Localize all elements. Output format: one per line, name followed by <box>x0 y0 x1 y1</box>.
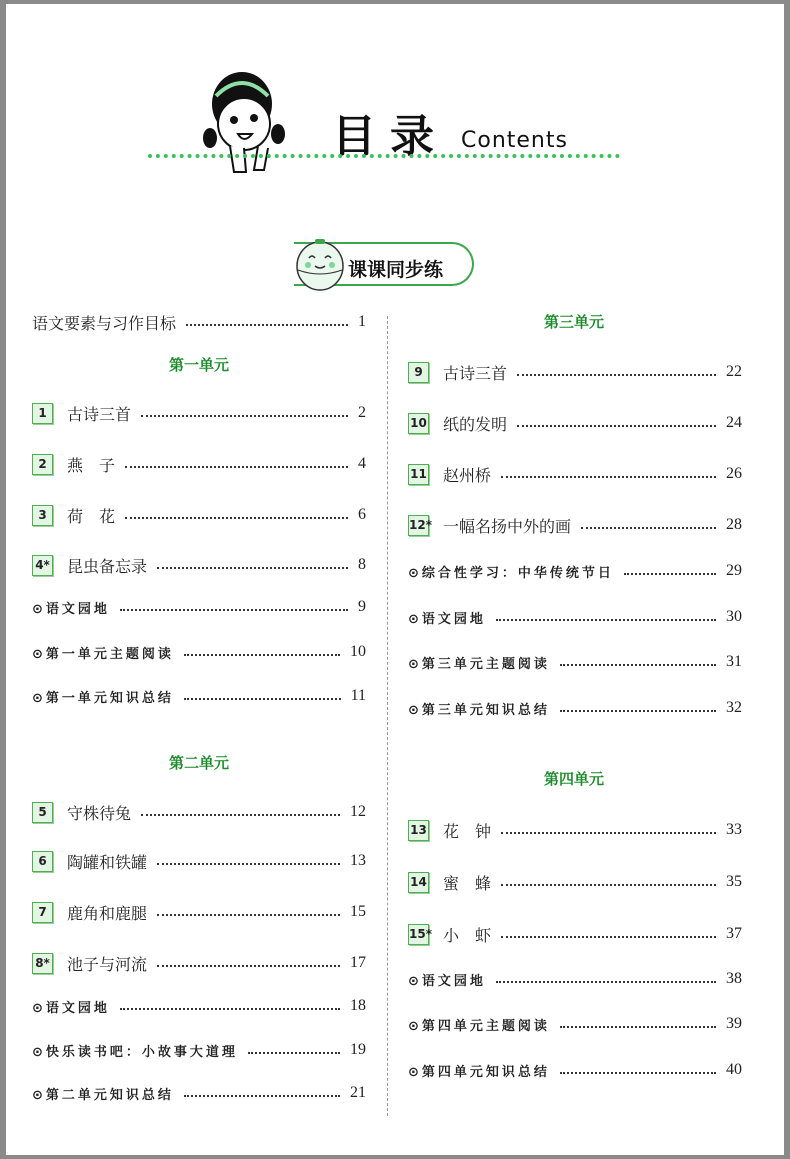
toc-page-number: 24 <box>726 414 742 431</box>
toc-page-number: 4 <box>358 455 366 472</box>
toc-extra-item[interactable] <box>32 640 366 664</box>
lesson-number-badge: 3 <box>32 505 53 526</box>
toc-item-label: ⊙语文园地 <box>408 611 486 627</box>
lesson-number-badge: 2 <box>32 454 53 475</box>
leader-dots <box>157 965 340 967</box>
toc-page-number: 22 <box>726 363 742 380</box>
leader-dots <box>517 374 716 376</box>
toc-page-number: 19 <box>350 1041 366 1058</box>
toc-lesson-item[interactable] <box>32 951 366 975</box>
toc-lesson-item[interactable] <box>408 922 742 946</box>
toc-page-number: 29 <box>726 562 742 579</box>
toc-lesson-item[interactable] <box>32 452 366 476</box>
toc-item-label: 陶罐和铁罐 <box>67 852 148 872</box>
lesson-number-badge: 7 <box>32 902 53 923</box>
toc-item-label: ⊙第四单元主题阅读 <box>408 1018 550 1034</box>
lesson-number-badge: 13 <box>408 820 429 841</box>
toc-extra-item[interactable] <box>32 1081 366 1105</box>
toc-page-number: 18 <box>350 997 366 1014</box>
toc-item-label: ⊙综合性学习：中华传统节日 <box>408 565 614 581</box>
leader-dots <box>560 1072 716 1074</box>
toc-page-number: 28 <box>726 516 742 533</box>
leader-dots <box>560 1026 716 1028</box>
toc-item-label: 荷 花 <box>67 506 116 526</box>
toc-item-label: ⊙第三单元主题阅读 <box>408 656 550 672</box>
leader-dots <box>581 527 716 529</box>
toc-intro-item[interactable] <box>32 310 366 334</box>
toc-item-label: 池子与河流 <box>67 954 148 974</box>
toc-item-label: ⊙语文园地 <box>408 973 486 989</box>
leader-dots <box>184 654 340 656</box>
toc-page-number: 6 <box>358 506 366 523</box>
toc-lesson-item[interactable] <box>32 503 366 527</box>
leader-dots <box>501 884 716 886</box>
toc-extra-item[interactable] <box>408 559 742 583</box>
toc-item-label: ⊙第一单元主题阅读 <box>32 646 174 662</box>
leader-dots <box>141 814 340 816</box>
lesson-number-badge: 14 <box>408 872 429 893</box>
leader-dots <box>184 698 341 700</box>
toc-item-label: ⊙语文园地 <box>32 601 110 617</box>
toc-extra-item[interactable] <box>408 1012 742 1036</box>
unit-title: 第二单元 <box>168 754 229 772</box>
toc-item-label: ⊙语文园地 <box>32 1000 110 1016</box>
toc-item-label: ⊙快乐读书吧：小故事大道理 <box>32 1044 238 1060</box>
leader-dots <box>496 619 716 621</box>
toc-item-label: 花 钟 <box>443 821 492 841</box>
toc-item-label: 古诗三首 <box>67 404 132 424</box>
toc-page-number: 38 <box>726 970 742 987</box>
leader-dots <box>157 914 340 916</box>
toc-page-number: 33 <box>726 821 742 838</box>
leader-dots <box>157 863 340 865</box>
toc-page-number: 35 <box>726 873 742 890</box>
leader-dots <box>120 609 348 611</box>
leader-dots <box>501 476 716 478</box>
toc-item-label: 守株待兔 <box>67 803 132 823</box>
toc-item-label: 古诗三首 <box>443 363 508 383</box>
leader-dots <box>560 710 716 712</box>
toc-page-number: 1 <box>358 313 366 330</box>
toc-lesson-item[interactable] <box>408 411 742 435</box>
header-divider <box>148 154 620 158</box>
section-badge-label: 课课同步练 <box>348 259 444 281</box>
column-divider <box>387 316 388 1116</box>
toc-extra-item[interactable] <box>32 1038 366 1062</box>
unit-title: 第一单元 <box>168 356 229 374</box>
lesson-number-badge: 11 <box>408 464 429 485</box>
toc-page-number: 31 <box>726 653 742 670</box>
toc-lesson-item[interactable] <box>32 849 366 873</box>
leader-dots <box>141 415 348 417</box>
toc-lesson-item[interactable] <box>32 900 366 924</box>
toc-extra-item[interactable] <box>408 967 742 991</box>
toc-extra-item[interactable] <box>408 605 742 629</box>
toc-item-label: 纸的发明 <box>443 414 508 434</box>
toc-extra-item[interactable] <box>408 1058 742 1082</box>
page-subtitle: Contents <box>461 128 568 153</box>
unit-title: 第四单元 <box>543 770 604 788</box>
lesson-number-badge: 4* <box>32 555 53 576</box>
toc-extra-item[interactable] <box>32 994 366 1018</box>
toc-page-number: 15 <box>350 903 366 920</box>
toc-item-label: 小 虾 <box>443 925 492 945</box>
toc-lesson-item[interactable] <box>408 462 742 486</box>
toc-page-number: 21 <box>350 1084 366 1101</box>
lesson-number-badge: 15* <box>408 924 429 945</box>
leader-dots <box>157 567 348 569</box>
toc-page-number: 37 <box>726 925 742 942</box>
toc-extra-item[interactable] <box>32 684 366 708</box>
toc-page-number: 40 <box>726 1061 742 1078</box>
leader-dots <box>560 664 716 666</box>
toc-page-number: 30 <box>726 608 742 625</box>
lesson-number-badge: 8* <box>32 953 53 974</box>
toc-item-label: 燕 子 <box>67 455 116 475</box>
page-title: 目录 <box>332 111 448 162</box>
girl-mascot-icon <box>202 66 292 176</box>
unit-title: 第三单元 <box>543 313 604 331</box>
toc-page-number: 13 <box>350 852 366 869</box>
toc-page-number: 39 <box>726 1015 742 1032</box>
toc-page-number: 11 <box>350 687 366 704</box>
leader-dots <box>120 1008 340 1010</box>
leader-dots <box>184 1095 340 1097</box>
lesson-number-badge: 10 <box>408 413 429 434</box>
lesson-number-badge: 12* <box>408 515 429 536</box>
toc-extra-item[interactable] <box>408 650 742 674</box>
leader-dots <box>501 832 716 834</box>
toc-item-label: ⊙第四单元知识总结 <box>408 1064 550 1080</box>
lesson-number-badge: 9 <box>408 362 429 383</box>
leader-dots <box>517 425 716 427</box>
toc-lesson-item[interactable] <box>32 401 366 425</box>
toc-page-number: 10 <box>350 643 366 660</box>
toc-item-label: 赵州桥 <box>443 465 492 485</box>
toc-page-number: 32 <box>726 699 742 716</box>
toc-page-number: 9 <box>358 598 366 615</box>
toc-item-label: 昆虫备忘录 <box>67 556 148 576</box>
toc-extra-item[interactable] <box>32 595 366 619</box>
lesson-number-badge: 6 <box>32 851 53 872</box>
leader-dots <box>125 517 348 519</box>
toc-item-label: 鹿角和鹿腿 <box>67 903 148 923</box>
toc-item-label: 语文要素与习作目标 <box>32 313 177 333</box>
toc-lesson-item[interactable] <box>408 360 742 384</box>
toc-page-number: 8 <box>358 556 366 573</box>
toc-lesson-item[interactable] <box>408 513 742 537</box>
toc-item-label: ⊙第三单元知识总结 <box>408 702 550 718</box>
smiley-ball-icon <box>294 236 346 292</box>
leader-dots <box>186 324 348 326</box>
toc-item-label: 蜜 蜂 <box>443 873 492 893</box>
leader-dots <box>501 936 716 938</box>
toc-extra-item[interactable] <box>408 696 742 720</box>
lesson-number-badge: 1 <box>32 403 53 424</box>
leader-dots <box>248 1052 340 1054</box>
toc-page-number: 12 <box>350 803 366 820</box>
toc-item-label: 一幅名扬中外的画 <box>443 516 572 536</box>
toc-page-number: 2 <box>358 404 366 421</box>
leader-dots <box>125 466 348 468</box>
toc-lesson-item[interactable] <box>408 818 742 842</box>
toc-lesson-item[interactable] <box>32 553 366 577</box>
toc-page <box>6 4 784 1155</box>
leader-dots <box>496 981 716 983</box>
toc-lesson-item[interactable] <box>408 870 742 894</box>
toc-item-label: ⊙第二单元知识总结 <box>32 1087 174 1103</box>
lesson-number-badge: 5 <box>32 802 53 823</box>
toc-lesson-item[interactable] <box>32 800 366 824</box>
leader-dots <box>624 573 716 575</box>
toc-page-number: 17 <box>350 954 366 971</box>
toc-item-label: ⊙第一单元知识总结 <box>32 690 174 706</box>
toc-page-number: 26 <box>726 465 742 482</box>
